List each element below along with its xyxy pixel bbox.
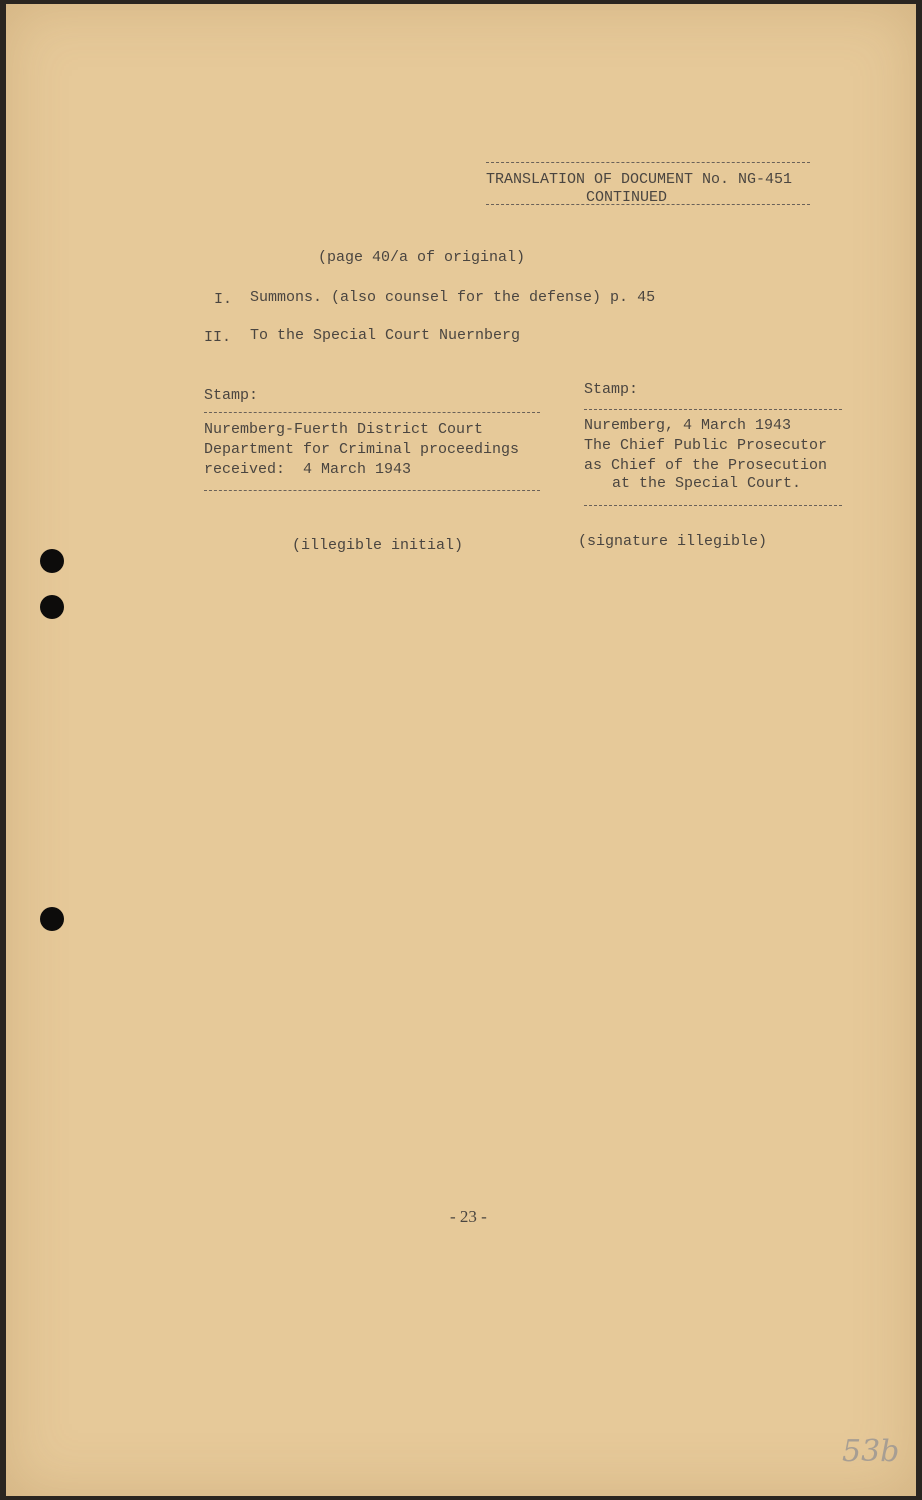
archive-mark: 53b (842, 1434, 900, 1469)
punch-hole-3 (40, 907, 64, 931)
stamp-right-bottom-rule (584, 505, 842, 506)
stamp-right-label: Stamp: (584, 381, 639, 398)
punch-hole-2 (40, 595, 64, 619)
stamp-left-line-3: received: 4 March 1943 (204, 461, 412, 478)
punch-hole-1 (40, 549, 64, 573)
stamp-right-line-2: The Chief Public Prosecutor (584, 437, 828, 454)
stamp-right-line-1: Nuremberg, 4 March 1943 (584, 417, 792, 434)
item-text-1: Summons. (also counsel for the defense) p. 45 (250, 289, 656, 306)
page-number: - 23 - (450, 1207, 487, 1226)
stamp-left-note: (illegible initial) (292, 537, 464, 554)
stamp-left-top-rule (204, 412, 540, 413)
stamp-left-line-2: Department for Criminal proceedings (204, 441, 520, 458)
stamp-right-top-rule (584, 409, 842, 410)
stamp-right-note: (signature illegible) (578, 533, 768, 550)
page-note: (page 40/a of original) (318, 249, 526, 266)
document-page (6, 4, 916, 1496)
stamp-left-label: Stamp: (204, 387, 259, 404)
stamp-left-bottom-rule (204, 490, 540, 491)
item-number-2: II. (204, 329, 232, 346)
item-text-2: To the Special Court Nuernberg (250, 327, 521, 344)
stamp-right-line-3: as Chief of the Prosecution (584, 457, 828, 474)
stamp-right-line-4: at the Special Court. (612, 475, 802, 492)
header-bottom-rule (486, 204, 810, 205)
stamp-left-line-1: Nuremberg-Fuerth District Court (204, 421, 484, 438)
document-title: TRANSLATION OF DOCUMENT No. NG-451 (486, 171, 793, 188)
header-top-rule (486, 162, 810, 163)
item-number-1: I. (214, 291, 233, 308)
document-subtitle: CONTINUED (586, 189, 668, 206)
